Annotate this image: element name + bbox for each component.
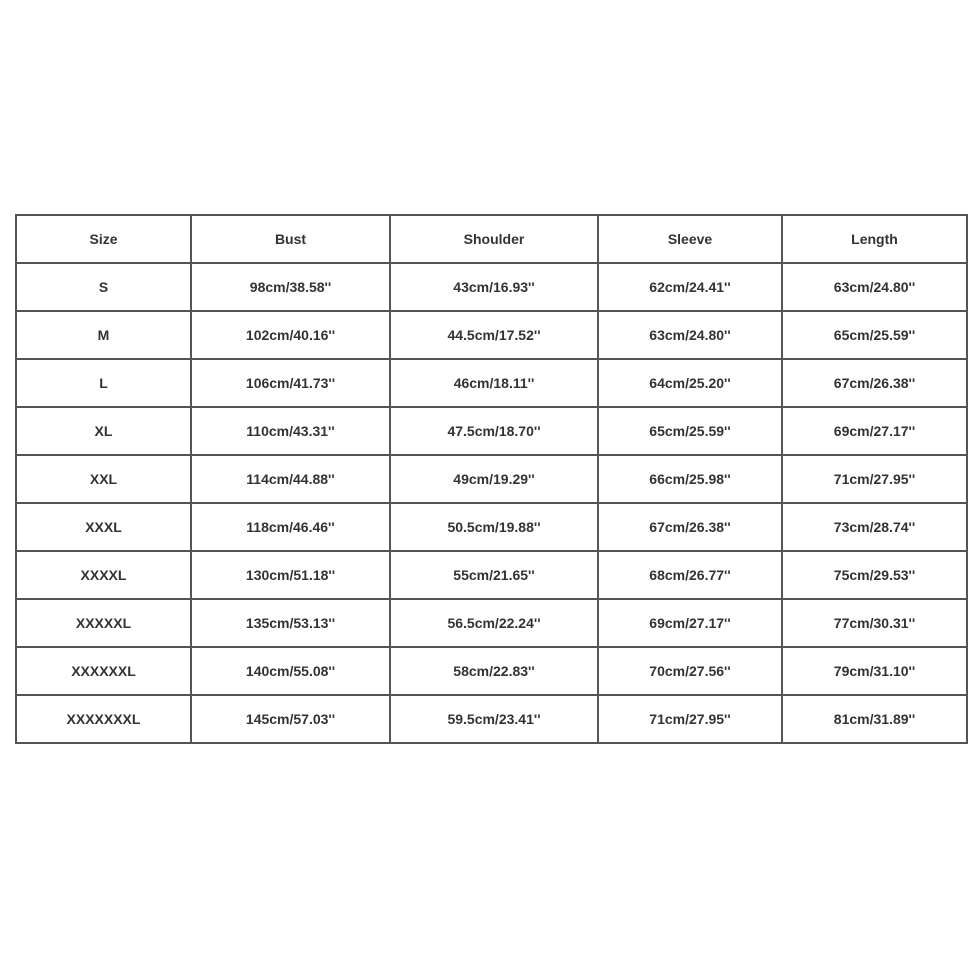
cell-bust: 140cm/55.08'' [191, 647, 390, 695]
cell-shoulder: 55cm/21.65'' [390, 551, 598, 599]
cell-sleeve: 64cm/25.20'' [598, 359, 782, 407]
cell-size: XXXXXXXL [16, 695, 191, 743]
header-bust: Bust [191, 215, 390, 263]
cell-bust: 114cm/44.88'' [191, 455, 390, 503]
cell-size: M [16, 311, 191, 359]
cell-sleeve: 69cm/27.17'' [598, 599, 782, 647]
cell-size: XXXL [16, 503, 191, 551]
cell-sleeve: 67cm/26.38'' [598, 503, 782, 551]
cell-sleeve: 66cm/25.98'' [598, 455, 782, 503]
cell-size: XL [16, 407, 191, 455]
cell-shoulder: 59.5cm/23.41'' [390, 695, 598, 743]
cell-length: 81cm/31.89'' [782, 695, 967, 743]
table-row [16, 647, 967, 695]
cell-shoulder: 44.5cm/17.52'' [390, 311, 598, 359]
table-header [16, 215, 967, 263]
cell-sleeve: 71cm/27.95'' [598, 695, 782, 743]
table-row [16, 263, 967, 311]
cell-shoulder: 47.5cm/18.70'' [390, 407, 598, 455]
table-row [16, 455, 967, 503]
cell-size: XXL [16, 455, 191, 503]
header-sleeve: Sleeve [598, 215, 782, 263]
cell-bust: 130cm/51.18'' [191, 551, 390, 599]
cell-size: S [16, 263, 191, 311]
cell-shoulder: 43cm/16.93'' [390, 263, 598, 311]
cell-bust: 135cm/53.13'' [191, 599, 390, 647]
cell-sleeve: 65cm/25.59'' [598, 407, 782, 455]
cell-length: 77cm/30.31'' [782, 599, 967, 647]
cell-sleeve: 68cm/26.77'' [598, 551, 782, 599]
table-body [16, 263, 967, 743]
cell-shoulder: 58cm/22.83'' [390, 647, 598, 695]
cell-length: 65cm/25.59'' [782, 311, 967, 359]
table-row [16, 599, 967, 647]
header-length: Length [782, 215, 967, 263]
cell-length: 67cm/26.38'' [782, 359, 967, 407]
table-row [16, 359, 967, 407]
table-row [16, 311, 967, 359]
cell-shoulder: 56.5cm/22.24'' [390, 599, 598, 647]
size-chart-table [15, 214, 968, 744]
cell-bust: 118cm/46.46'' [191, 503, 390, 551]
cell-sleeve: 70cm/27.56'' [598, 647, 782, 695]
table-row [16, 695, 967, 743]
header-shoulder: Shoulder [390, 215, 598, 263]
cell-shoulder: 49cm/19.29'' [390, 455, 598, 503]
cell-length: 73cm/28.74'' [782, 503, 967, 551]
header-row [16, 215, 967, 263]
cell-size: XXXXL [16, 551, 191, 599]
cell-sleeve: 63cm/24.80'' [598, 311, 782, 359]
cell-bust: 98cm/38.58'' [191, 263, 390, 311]
cell-size: L [16, 359, 191, 407]
table-row [16, 407, 967, 455]
cell-bust: 106cm/41.73'' [191, 359, 390, 407]
table-row [16, 503, 967, 551]
cell-size: XXXXXL [16, 599, 191, 647]
header-size: Size [16, 215, 191, 263]
table-row [16, 551, 967, 599]
cell-bust: 145cm/57.03'' [191, 695, 390, 743]
cell-shoulder: 50.5cm/19.88'' [390, 503, 598, 551]
cell-length: 69cm/27.17'' [782, 407, 967, 455]
cell-bust: 110cm/43.31'' [191, 407, 390, 455]
cell-length: 71cm/27.95'' [782, 455, 967, 503]
cell-length: 75cm/29.53'' [782, 551, 967, 599]
cell-bust: 102cm/40.16'' [191, 311, 390, 359]
cell-length: 79cm/31.10'' [782, 647, 967, 695]
cell-size: XXXXXXL [16, 647, 191, 695]
cell-sleeve: 62cm/24.41'' [598, 263, 782, 311]
cell-length: 63cm/24.80'' [782, 263, 967, 311]
cell-shoulder: 46cm/18.11'' [390, 359, 598, 407]
